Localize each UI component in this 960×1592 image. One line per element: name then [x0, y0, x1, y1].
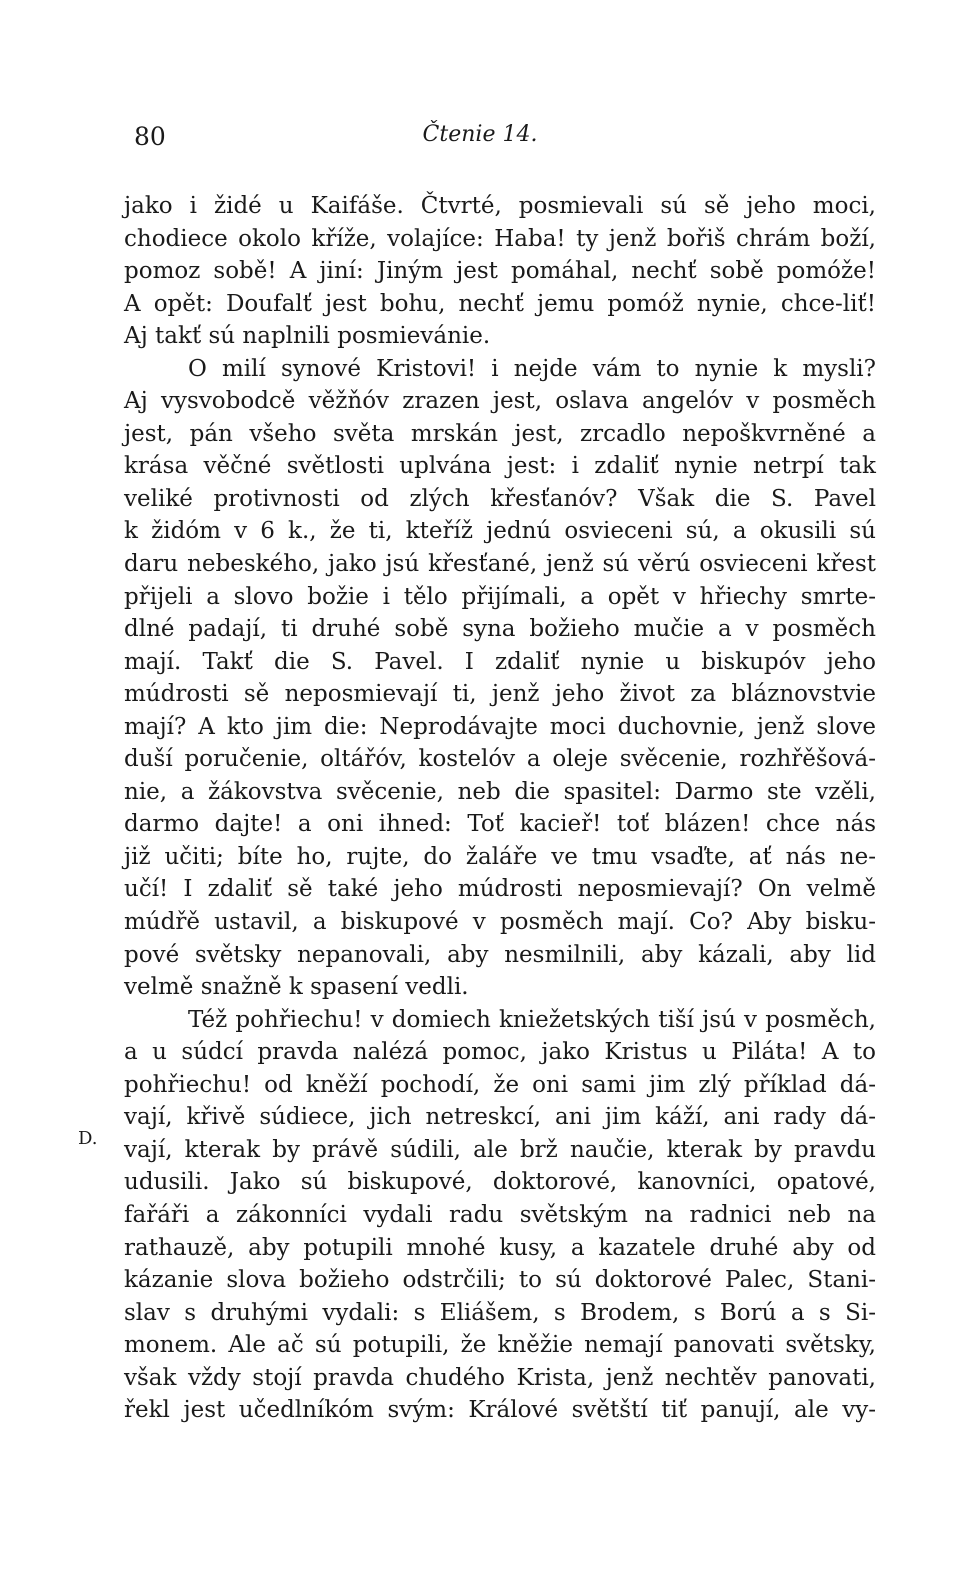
margin-note: D. — [78, 1128, 98, 1149]
text-line: přijeli a slovo božie i tělo přijímali, a opět v hřiechy smrte- — [124, 583, 876, 610]
text-line: udusili. Jako sú biskupové, doktorové, kanovníci, opatové, — [124, 1169, 876, 1196]
text-line: pohřiechu! od kněží pochodí, že oni sami jim zlý příklad dá- — [124, 1071, 876, 1098]
text-line: k židóm v 6 k., že ti, kteříž jednú osvieceni sú, a okusili sú — [124, 518, 876, 545]
text-line: pomoz sobě! A jiní: Jiným jest pomáhal, nechť sobě pomóže! — [124, 258, 876, 285]
text-line: mají? A kto jim die: Neprodávajte moci duchovnie, jenž slove — [124, 713, 876, 740]
text-line: O milí synové Kristovi! i nejde vám to nynie k mysli? — [188, 355, 876, 382]
text-line: fařáři a zákonníci vydali radu světským na radnici neb na — [124, 1201, 876, 1228]
text-line: Též pohřiechu! v domiech kniežetských tiší jsú v posměch, — [188, 1006, 876, 1033]
body-text — [124, 190, 876, 1427]
text-line: Aj vysvobodcě věžňóv zrazen jest, oslava angelóv v posměch — [124, 388, 876, 415]
text-line: pové světsky nepanovali, aby nesmilnili, aby kázali, aby lid — [124, 941, 876, 968]
text-line: velmě snažně k spasení vedli. — [124, 974, 469, 1001]
text-line: chodiece okolo kříže, volajíce: Haba! ty jenž bořiš chrám boží, — [124, 225, 876, 252]
running-head: Čtenie 14. — [422, 122, 538, 147]
text-line: jest, pán všeho světa mrskán jest, zrcadlo nepoškvrněné a — [124, 420, 876, 447]
text-line: duší poručenie, oltářóv, kostelóv a oleje svěcenie, rozhřěšová- — [124, 746, 876, 773]
text-line: však vždy stojí pravda chudého Krista, jenž nechtěv panovati, — [124, 1364, 876, 1391]
text-line: nie, a žákovstva svěcenie, neb die spasitel: Darmo ste vzěli, — [124, 778, 876, 805]
page-number: 80 — [134, 122, 166, 151]
text-line: múdřě ustavil, a biskupové v posměch mají. Co? Aby bisku- — [124, 909, 876, 936]
text-line: darmo dajte! a oni ihned: Toť kacieř! toť blázen! chce nás — [124, 811, 876, 838]
text-line: múdrosti sě neposmievají ti, jenž jeho život za bláznovstvie — [124, 681, 876, 708]
text-line: rathauzě, aby potupili mnohé kusy, a kazatele druhé aby od — [124, 1234, 876, 1261]
text-line: již učiti; bíte ho, rujte, do žaláře ve tmu vsaďte, ať nás ne- — [124, 843, 876, 870]
text-line: jako i židé u Kaifáše. Čtvrté, posmievali sú sě jeho moci, — [124, 193, 876, 219]
text-line: krása věčné světlosti uplvána jest: i zdaliť nynie netrpí tak — [124, 453, 876, 480]
text-line: vají, křivě súdiece, jich netreskcí, ani jim káží, ani rady dá- — [124, 1104, 876, 1131]
text-line: kázanie slova božieho odstrčili; to sú doktorové Palec, Stani- — [124, 1267, 876, 1294]
text-line: a u súdcí pravda nalézá pomoc, jako Kristus u Piláta! A to — [124, 1039, 876, 1066]
text-line: daru nebeského, jako jsú křesťané, jenž sú věrú osvieceni křest — [124, 551, 876, 578]
text-line: mají. Takť die S. Pavel. I zdaliť nynie u biskupóv jeho — [124, 648, 876, 675]
text-line: řekl jest učedlníkóm svým: Králové světští tiť panují, ale vy- — [124, 1397, 876, 1424]
text-line: Aj takť sú naplnili posmievánie. — [124, 323, 491, 350]
text-line: vají, kterak by právě súdili, ale brž naučie, kterak by pravdu — [124, 1136, 876, 1163]
text-line: A opět: Doufalť jest bohu, nechť jemu pomóž nynie, chce-liť! — [124, 290, 876, 317]
text-line: slav s druhými vydali: s Eliášem, s Brodem, s Ború a s Si- — [124, 1299, 876, 1326]
text-line: učí! I zdaliť sě také jeho múdrosti neposmievají? On velmě — [124, 876, 876, 903]
text-line: dlné padají, ti druhé sobě syna božieho mučie a v posměch — [124, 616, 876, 643]
text-line: veliké protivnosti od zlých křesťanóv? Však die S. Pavel — [124, 485, 876, 512]
text-line: monem. Ale ač sú potupili, že kněžie nemají panovati světsky, — [124, 1332, 876, 1359]
